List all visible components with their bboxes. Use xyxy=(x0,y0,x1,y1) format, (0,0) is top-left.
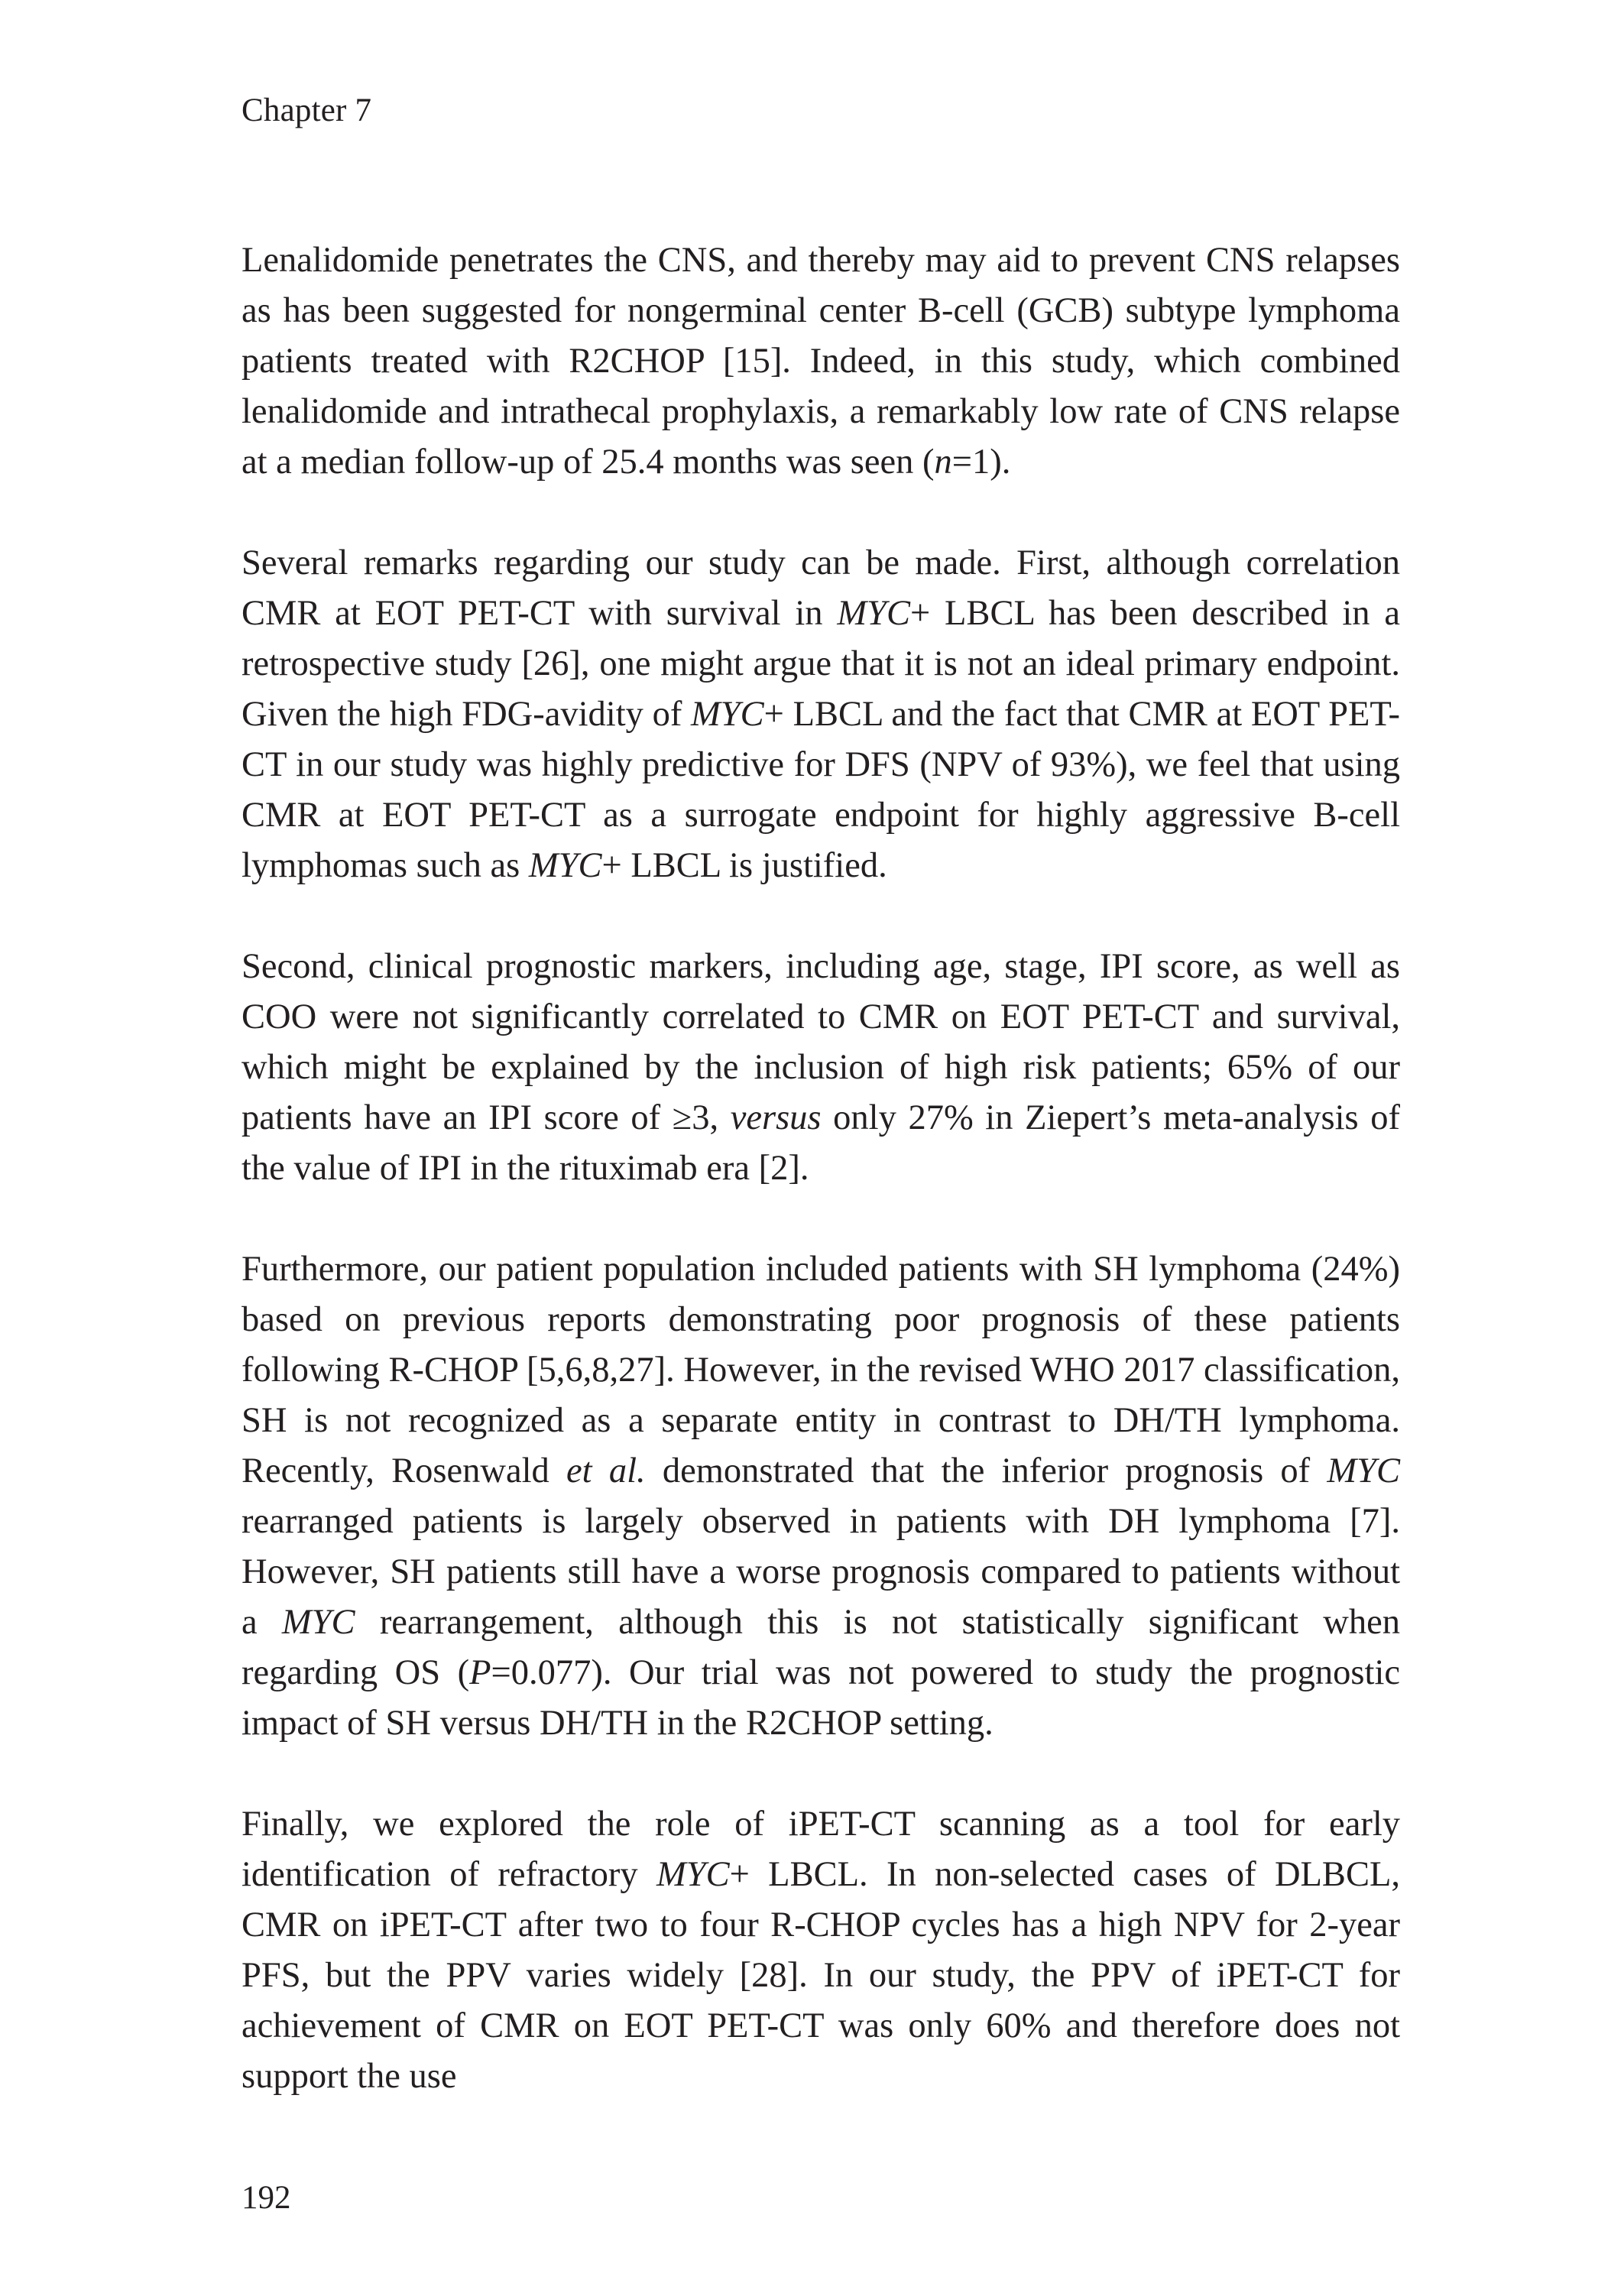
text-run: Several remarks regarding our study can be made. First, although correlation CMR at EOT PET-CT with survival in xyxy=(241,543,1400,633)
page-number: 192 xyxy=(241,2180,291,2216)
italic-text: MYC xyxy=(1327,1451,1401,1490)
text-run: rearrangement, although this is not statistically significant when regarding OS ( xyxy=(241,1603,1400,1692)
text-run: demonstrated that the inferior prognosis of xyxy=(645,1451,1327,1490)
text-run: Lenalidomide penetrates the CNS, and thereby may aid to prevent CNS relapses as has been suggested for nongerminal center B-cell (GCB) subtype lymphoma patients treated with R2CHOP [15]. Indeed, in this study, which combined lenalidomide and intrathecal prophylaxis, a remarkably low rate of CNS relapse at a median follow-up of 25.4 months was seen ( xyxy=(241,241,1400,482)
paragraph xyxy=(241,235,1400,488)
text-run: only 27% in Ziepert’s meta-analysis of the value of IPI in the rituximab era [2]. xyxy=(241,1098,1400,1188)
italic-text: MYC xyxy=(691,695,764,734)
text-run: + LBCL is justified. xyxy=(601,846,887,885)
text-run: rearranged patients is largely observed in patients with DH lymphoma [7]. However, SH patients still have a worse prognosis compared to patients without a xyxy=(241,1502,1400,1642)
italic-text: MYC xyxy=(281,1603,355,1642)
text-run: + LBCL and the fact that CMR at EOT PET-CT in our study was highly predictive for DFS (NPV of 93%), we feel that using CMR at EOT PET-CT as a surrogate endpoint for highly aggressive B-cell lymphomas such as xyxy=(241,695,1401,885)
chapter-header: Chapter 7 xyxy=(241,92,372,128)
text-run: Furthermore, our patient population included patients with SH lymphoma (24%) based on previous reports demonstrating poor prognosis of these patients following R-CHOP [5,6,8,27]. However, in the revised WHO 2017 classification, SH is not recognized as a separate entity in contrast to DH/TH lymphoma. Recently, Rosenwald xyxy=(241,1250,1400,1490)
italic-text: P xyxy=(469,1653,491,1692)
italic-text: MYC xyxy=(837,594,910,633)
text-run: Finally, we explored the role of iPET-CT scanning as a tool for early identification of refractory xyxy=(241,1805,1400,1894)
text-run: =1). xyxy=(951,443,1011,482)
italic-text: n xyxy=(934,443,952,482)
paragraph xyxy=(241,538,1400,891)
text-run: + LBCL. In non-selected cases of DLBCL, CMR on iPET-CT after two to four R-CHOP cycles has a high NPV for 2-year PFS, but the PPV varies widely [28]. In our study, the PPV of iPET-CT for achievement of CMR on EOT PET-CT was only 60% and therefore does not support the use xyxy=(241,1855,1400,2096)
italic-text: MYC xyxy=(656,1855,730,1894)
italic-text: MYC xyxy=(528,846,602,885)
text-run: + LBCL has been described in a retrospective study [26], one might argue that it is not an ideal primary endpoint. Given the high FDG-avidity of xyxy=(241,594,1400,734)
paragraph xyxy=(241,942,1400,1194)
paragraph xyxy=(241,1799,1400,2102)
italic-text: versus xyxy=(730,1098,822,1137)
italic-text: et al. xyxy=(566,1451,646,1490)
paragraph xyxy=(241,1244,1400,1749)
body-text xyxy=(241,235,1400,2152)
text-run: =0.077). Our trial was not powered to study the prognostic impact of SH versus DH/TH in the R2CHOP setting. xyxy=(241,1653,1400,1743)
text-run: Second, clinical prognostic markers, including age, stage, IPI score, as well as COO were not significantly correlated to CMR on EOT PET-CT and survival, which might be explained by the inclusion of high risk patients; 65% of our patients have an IPI score of ≥3, xyxy=(241,947,1400,1137)
